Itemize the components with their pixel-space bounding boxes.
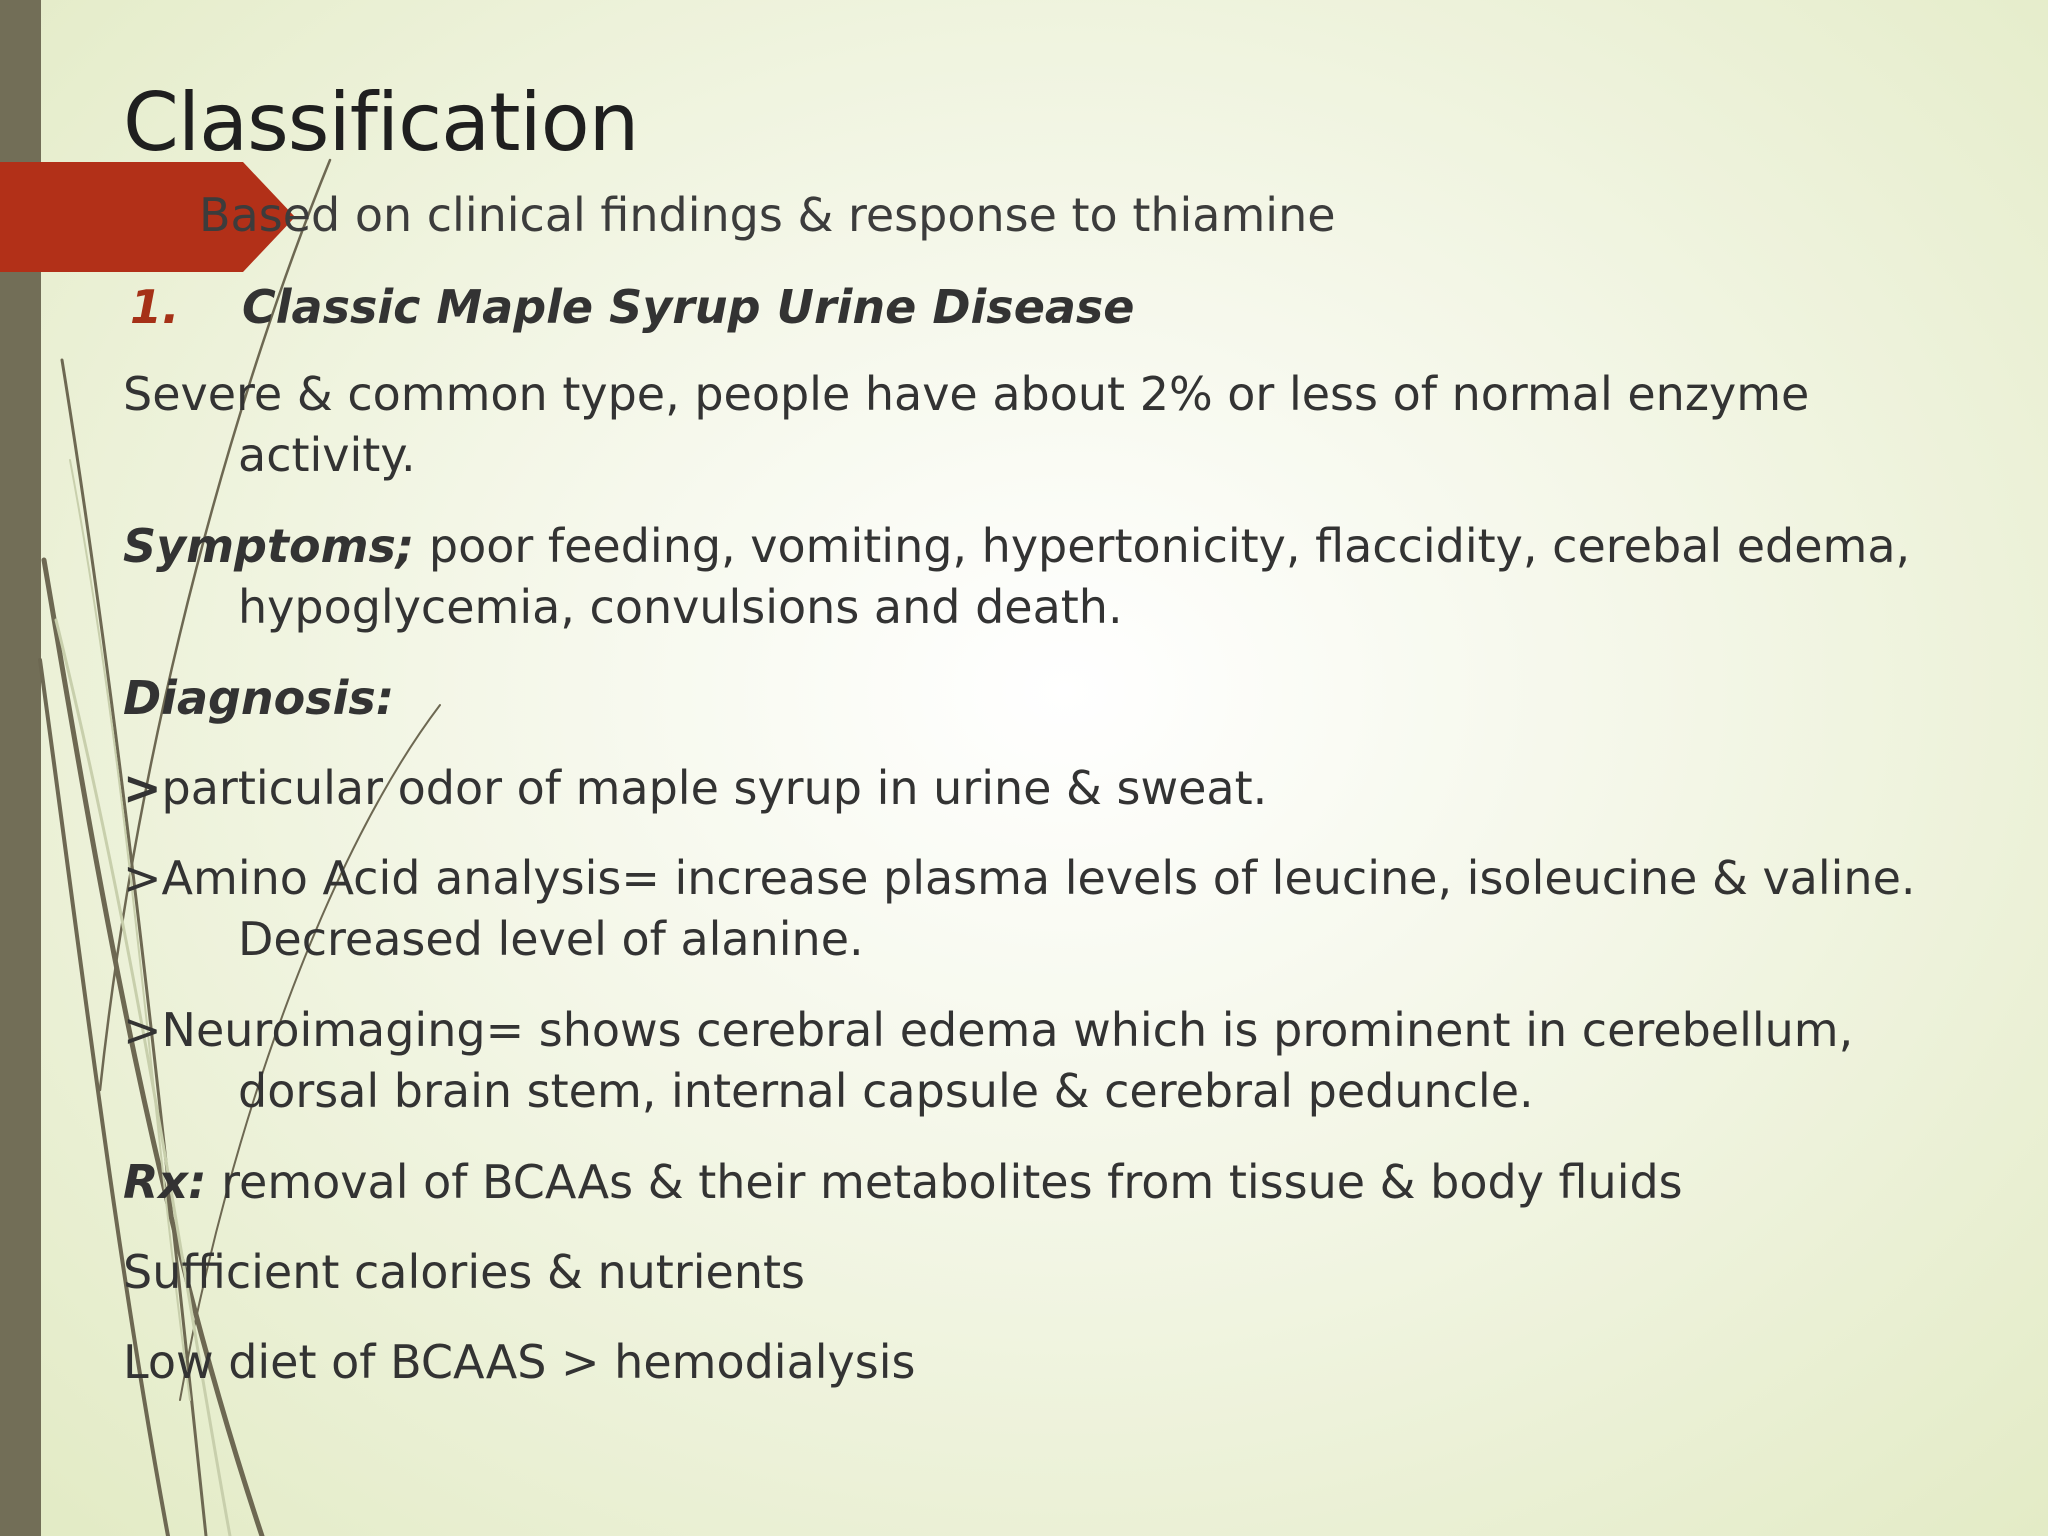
diagnosis-item-text: particular odor of maple syrup in urine & sweat.: [161, 761, 1268, 815]
diagnosis-item-text: Amino Acid analysis= increase plasma levels of leucine, isoleucine & valine. Decreased level of alanine.: [161, 851, 1916, 966]
slide-subtitle: Based on clinical findings & response to thiamine: [199, 188, 1336, 242]
diagnosis-item-text: Neuroimaging= shows cerebral edema which is prominent in cerebellum, dorsal brain stem, internal capsule & cerebral peduncle.: [161, 1003, 1854, 1118]
severity-paragraph: Severe & common type, people have about 2% or less of normal enzyme activity.: [123, 367, 1810, 482]
heading-text: Classic Maple Syrup Urine Disease: [242, 280, 1135, 334]
symptoms-text: poor feeding, vomiting, hypertonicity, flaccidity, cerebal edema, hypoglycemia, convulsions and death.: [238, 519, 1911, 634]
diet-line: Low diet of BCAAS > hemodialysis: [123, 1335, 916, 1389]
treatment-label: Rx:: [123, 1155, 207, 1209]
heading-number: 1.: [130, 280, 180, 334]
symptoms-label: Symptoms;: [123, 519, 415, 573]
calories-line: Sufficient calories & nutrients: [123, 1245, 805, 1299]
diagnosis-label: Diagnosis:: [123, 671, 395, 725]
diagnosis-marker: >: [123, 1003, 162, 1057]
symptoms-paragraph: [123, 516, 1998, 638]
diagnosis-item-amino-acid: [123, 848, 1998, 970]
section-heading: [130, 280, 1135, 334]
diagnosis-item-odor: [123, 758, 1998, 819]
slide-title: Classification: [123, 76, 639, 169]
treatment-paragraph: [123, 1152, 1998, 1213]
diagnosis-item-neuroimaging: [123, 1000, 1998, 1122]
diagnosis-marker: >: [123, 761, 162, 815]
diagnosis-marker: >: [123, 851, 162, 905]
treatment-text: removal of BCAAs & their metabolites from tissue & body fluids: [206, 1155, 1683, 1209]
